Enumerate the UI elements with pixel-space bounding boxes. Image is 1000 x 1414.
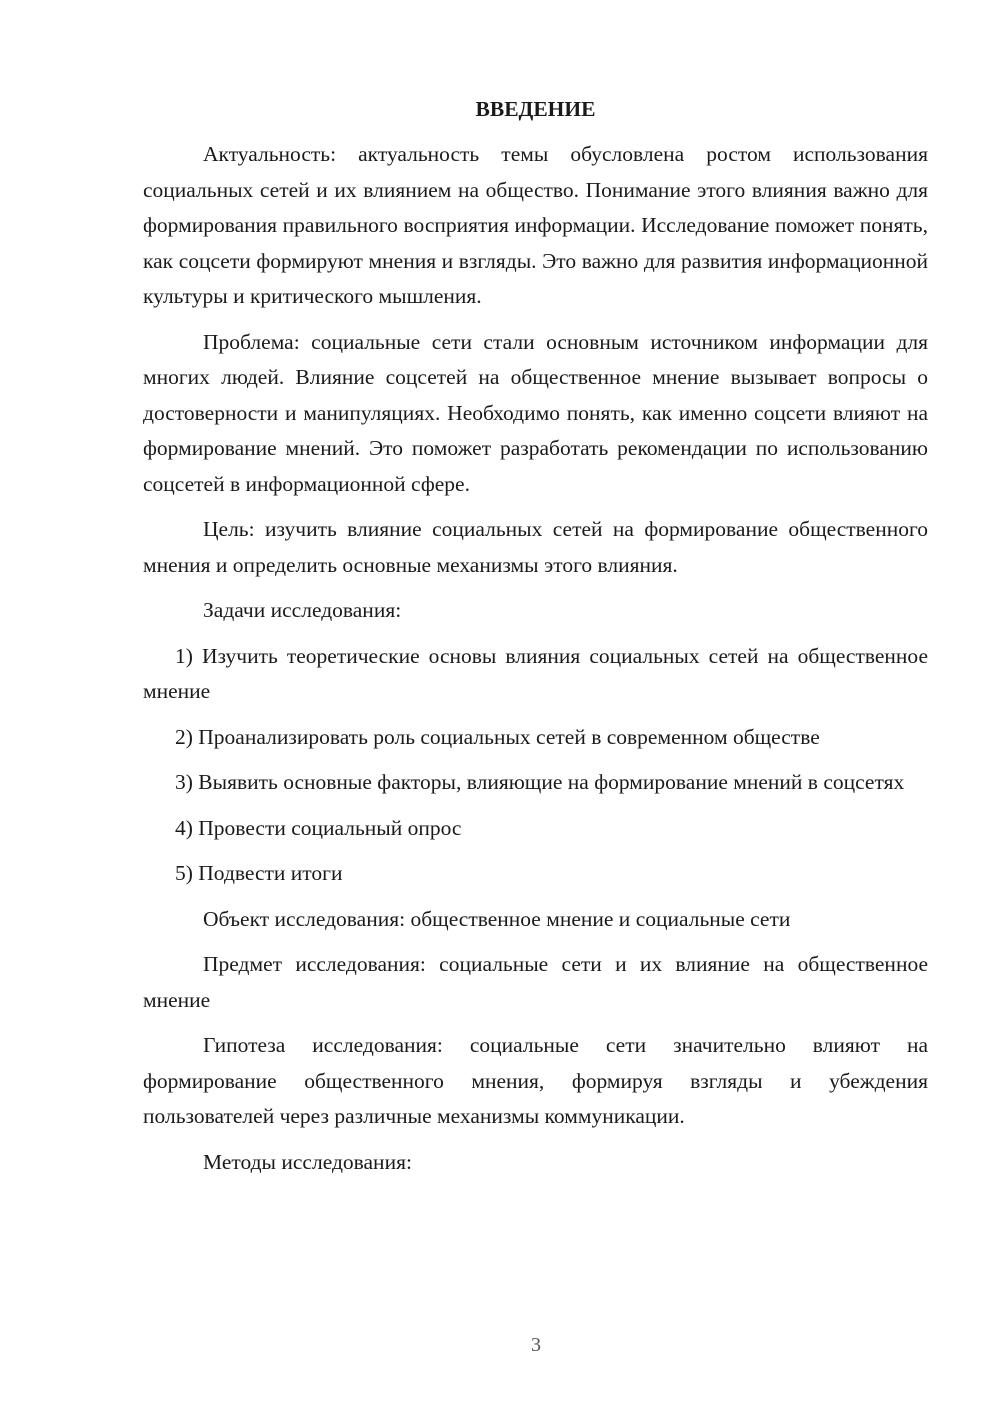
paragraph-tasks-heading: Задачи исследования: <box>203 598 402 622</box>
document-page <box>143 92 928 1190</box>
task-item-3: 3) Выявить основные факторы, влияющие на формирование мнений в соцсетях <box>175 770 905 794</box>
page-number: 3 <box>531 1334 541 1356</box>
task-item-1: 1) Изучить теоретические основы влияния социальных сетей на общественное мнение <box>143 643 928 703</box>
task-item-5: 5) Подвести итоги <box>175 861 343 885</box>
paragraph-object: Объект исследования: общественное мнение и социальные сети <box>203 906 791 931</box>
paragraph-methods: Методы исследования: <box>203 1149 412 1174</box>
paragraph-subject: Предмет исследования: социальные сети и их влияние на общественное мнение <box>143 952 928 1012</box>
task-item-2: 2) Проанализировать роль социальных сетей в современном обществе <box>175 724 820 749</box>
document-title: ВВЕДЕНИЕ <box>475 97 596 121</box>
paragraph-relevance: Актуальность: актуальность темы обусловлена ростом использования социальных сетей и их влиянием на общество. Понимание этого влияния важно для формирования правильного восприятия информации. Исследование поможет понять, как соцсети формируют мнения и взгляды. Это важно для развития информационной культуры и критического мышления. <box>143 142 928 308</box>
task-item-4: 4) Провести социальный опрос <box>175 815 462 840</box>
paragraph-goal: Цель: изучить влияние социальных сетей на формирование общественного мнения и определить основные механизмы этого влияния. <box>143 517 928 577</box>
paragraph-problem: Проблема: социальные сети стали основным источником информации для многих людей. Влияние соцсетей на общественное мнение вызывает вопросы о достоверности и манипуляциях. Необходимо понять, как именно соцсети влияют на формирование мнений. Это поможет разработать рекомендации по использованию соцсетей в информационной сфере. <box>143 329 928 496</box>
paragraph-hypothesis: Гипотеза исследования: социальные сети значительно влияют на формирование общественного мнения, формируя взгляды и убеждения пользователей через различные механизмы коммуникации. <box>143 1033 928 1128</box>
